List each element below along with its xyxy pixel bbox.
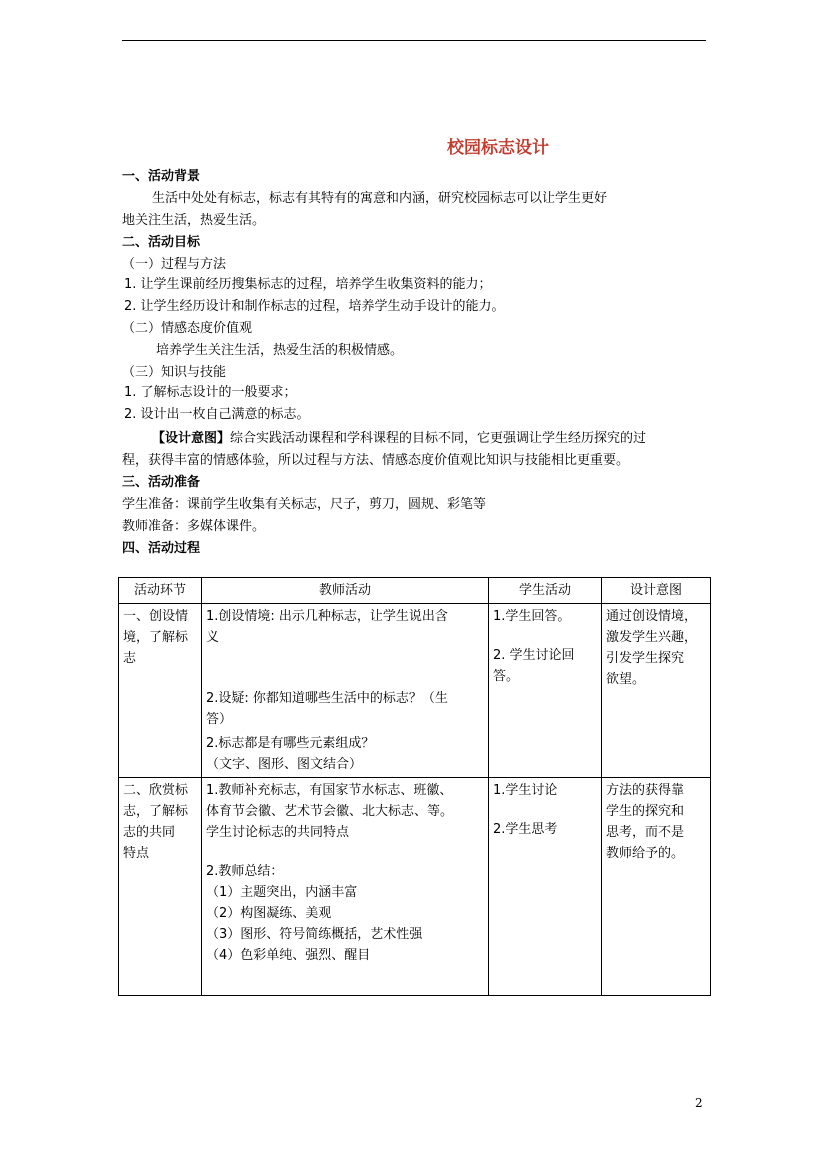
- column-header: 活动环节: [119, 578, 202, 604]
- section-heading-background: 一、活动背景: [122, 169, 201, 184]
- table-row: [119, 778, 711, 996]
- table-header-row: [119, 578, 711, 604]
- table-row: [119, 604, 711, 778]
- subheading-knowledge: （三）知识与技能: [122, 365, 227, 380]
- design-intent-cell: 通过创设情境， 激发学生兴趣， 引发学生探究 欲望。: [602, 604, 711, 778]
- knowledge-item: 1. 了解标志设计的一般要求；: [124, 385, 297, 400]
- design-intent-line2: 程，获得丰富的情感体验，所以过程与方法、情感态度价值观比知识与技能相比更重要。: [122, 453, 630, 468]
- subheading-emotion: （二）情感态度价值观: [122, 321, 253, 336]
- page-number: 2: [695, 1096, 703, 1110]
- design-intent-cell: 方法的获得靠 学生的探究和 思考，而不是 教师给予的。: [602, 778, 711, 996]
- column-header: 学生活动: [489, 578, 602, 604]
- stage-cell: 二、欣赏标 志，了解标 志的共同 特点: [119, 778, 202, 996]
- student-activity-cell: 1.学生讨论 2.学生思考: [489, 778, 602, 996]
- design-intent-paragraph: [152, 430, 646, 448]
- document-title: 校园标志设计: [447, 138, 549, 158]
- emotion-text: 培养学生关注生活，热爱生活的积极情感。: [156, 343, 404, 358]
- teacher-activity-cell: 1.创设情境: 出示几种标志，让学生说出含 义 2.设疑: 你都知道哪些生活中的标志？（生 答） 2.标志都是有哪些元素组成？ （文字、图形、图文结合）: [202, 604, 489, 778]
- section-heading-preparation: 三、活动准备: [122, 475, 201, 490]
- section-heading-process: 四、活动过程: [122, 541, 201, 556]
- column-header: 设计意图: [602, 578, 711, 604]
- stage-cell: 一、创设情 境，了解标 志: [119, 604, 202, 778]
- background-paragraph-line2: 地关注生活，热爱生活。: [122, 213, 266, 228]
- teacher-preparation: 教师准备：多媒体课件。: [122, 519, 266, 534]
- knowledge-item: 2. 设计出一枚自己满意的标志。: [124, 407, 310, 422]
- section-heading-goals: 二、活动目标: [122, 235, 201, 250]
- student-preparation: 学生准备：课前学生收集有关标志，尺子，剪刀，圆规、彩笔等: [122, 497, 487, 512]
- design-intent-label: 【设计意图】: [152, 431, 231, 446]
- column-header: 教师活动: [202, 578, 489, 604]
- header-rule: [122, 40, 706, 41]
- goal-item: 1. 让学生课前经历搜集标志的过程，培养学生收集资料的能力；: [124, 277, 492, 292]
- background-paragraph-line1: 生活中处处有标志，标志有其特有的寓意和内涵，研究校园标志可以让学生更好: [152, 191, 608, 206]
- design-intent-line1: 综合实践活动课程和学科课程的目标不同，它更强调让学生经历探究的过: [230, 431, 647, 446]
- subheading-process: （一）过程与方法: [122, 257, 227, 272]
- teacher-activity-cell: 1.教师补充标志，有国家节水标志、班徽、 体育节会徽、艺术节会徽、北大标志、等。 学生讨论标志的共同特点 2.教师总结： （1）主题突出，内涵丰富 （2）构图凝练、美观 （3）图形、符号简练概括，艺术性强 （4）色彩单纯、强烈、醒目: [202, 778, 489, 996]
- activity-process-table: [118, 577, 711, 996]
- student-activity-cell: 1.学生回答。 2. 学生讨论回 答。: [489, 604, 602, 778]
- goal-item: 2. 让学生经历设计和制作标志的过程，培养学生动手设计的能力。: [124, 299, 505, 314]
